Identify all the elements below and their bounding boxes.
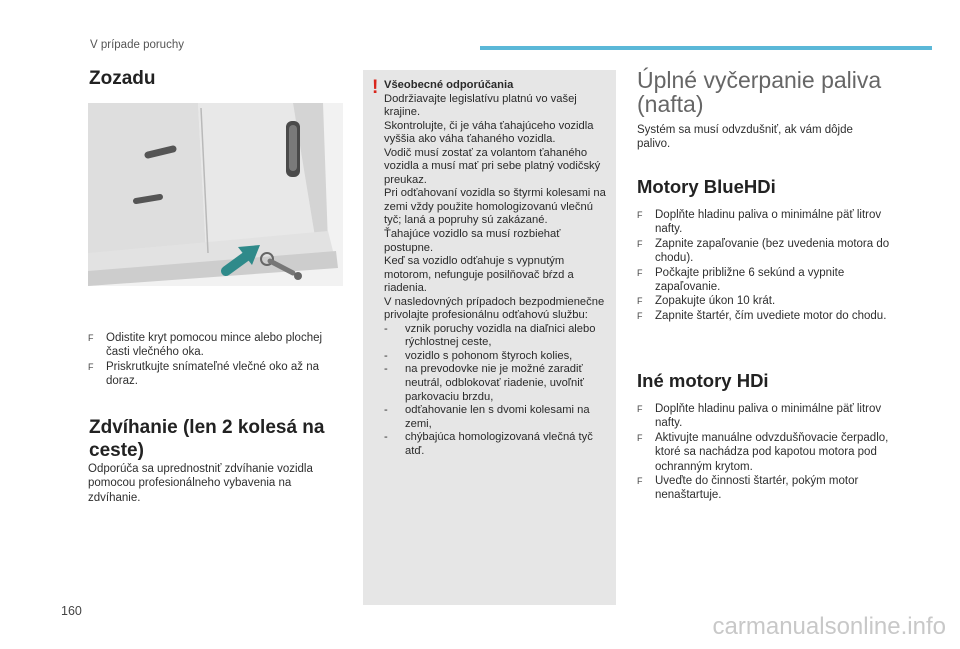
bullet-icon: F bbox=[637, 404, 643, 414]
section-label: V prípade poruchy bbox=[90, 39, 184, 51]
warning-icon: ! bbox=[372, 77, 379, 98]
warning-title: Všeobecné odporúčania bbox=[384, 79, 514, 91]
list-item: F Počkajte približne 6 sekúnd a vypnite zapaľovanie. bbox=[637, 266, 845, 294]
warning-paragraph: V nasledovných prípadoch bezpodmienečne privolajte profesionálnu odťahovú službu: bbox=[384, 295, 605, 322]
bullet-icon: F bbox=[637, 210, 643, 220]
bullet-icon: F bbox=[637, 432, 643, 443]
rear-steps-list bbox=[88, 331, 343, 389]
bluehdi-steps-list bbox=[637, 208, 899, 323]
bullet-icon: F bbox=[88, 361, 94, 372]
list-item: F Zapnite štartér, čím uvediete motor do chodu. bbox=[637, 309, 887, 322]
hdi-steps bbox=[637, 402, 899, 503]
bullet-icon: F bbox=[637, 238, 643, 249]
bullet-icon: F bbox=[88, 333, 94, 343]
list-item: - chýbajúca homologizovaná vlečná tyč atď. bbox=[384, 431, 593, 457]
list-item: F Odistite kryt pomocou mince alebo plochej časti vlečného oka. bbox=[88, 332, 323, 359]
bullet-icon: F bbox=[637, 267, 643, 278]
van-rear-drawing bbox=[88, 103, 343, 286]
bluehdi-steps bbox=[637, 208, 899, 323]
hdi-title: Iné motory HDi bbox=[637, 370, 769, 391]
list-item: - odťahovanie len s dvomi kolesami na zemi, bbox=[384, 404, 590, 430]
hdi-steps-list bbox=[637, 402, 899, 503]
list-item: F Zopakujte úkon 10 krát. bbox=[637, 295, 776, 308]
list-item: F Aktivujte manuálne odvzdušňovacie čerpadlo, ktoré sa nachádza pod kapotou motora pod ochranným krytom. bbox=[637, 431, 889, 473]
list-item: F Zapnite zapaľovanie (bez uvedenia motora do chodu). bbox=[637, 237, 890, 265]
watermark: carmanualsonline.info bbox=[712, 613, 946, 640]
fuel-title: Úplné vyčerpanie paliva (nafta) bbox=[637, 67, 882, 117]
rear-title: Zozadu bbox=[89, 68, 156, 89]
dash-marker: - bbox=[384, 363, 388, 376]
warning-paragraph: Skontrolujte, či je váha ťahajúceho vozidla vyššia ako váha ťahaného vozidla. bbox=[384, 119, 594, 146]
list-item: - vznik poruchy vozidla na diaľnici alebo rýchlostnej ceste, bbox=[384, 322, 596, 349]
warning-paragraph: Ťahajúce vozidlo sa musí rozbiehať postupne. bbox=[384, 228, 561, 254]
list-item: F Uveďte do činnosti štartér, pokým motor nenaštartuje. bbox=[637, 475, 859, 502]
page-number: 160 bbox=[61, 604, 82, 618]
rear-towing-illustration bbox=[88, 103, 343, 286]
fuel-intro: Systém sa musí odvzdušniť, ak vám dôjde palivo. bbox=[637, 124, 853, 151]
warning-paragraph: Dodržiavajte legislatívu platnú vo vašej krajine. bbox=[384, 92, 577, 119]
bullet-icon: F bbox=[637, 296, 643, 307]
list-item: F Doplňte hladinu paliva o minimálne päť litrov nafty. bbox=[637, 403, 882, 430]
dash-marker: - bbox=[384, 404, 388, 417]
dash-marker: - bbox=[384, 322, 388, 335]
bullet-icon: F bbox=[637, 310, 643, 321]
list-item: - vozidlo s pohonom štyroch kolies, bbox=[384, 349, 573, 362]
lift-title: Zdvíhanie (len 2 kolesá na ceste) bbox=[89, 417, 325, 461]
dash-marker: - bbox=[384, 349, 388, 362]
dash-marker: - bbox=[384, 431, 388, 444]
rear-steps bbox=[88, 331, 343, 389]
bluehdi-title: Motory BlueHDi bbox=[637, 176, 776, 197]
header-rule bbox=[480, 46, 932, 50]
list-item: - na prevodovke nie je možné zaradiť neutrál, odblokovať riadenie, uvoľniť parkovaciu brzdu, bbox=[384, 363, 584, 403]
warning-paragraph: Pri odťahovaní vozidla so štyrmi kolesami na zemi vždy použite homologizovanú vlečnú tyč; laná a popruhy sú zakázané. bbox=[384, 187, 606, 227]
warning-content bbox=[384, 79, 610, 458]
bullet-icon: F bbox=[637, 476, 643, 487]
warning-cases-list bbox=[384, 323, 610, 458]
warning-paragraph: Vodič musí zostať za volantom ťahaného vozidla a musí mať pri sebe platný vodičský preukaz. bbox=[384, 146, 601, 186]
lift-text: Odporúča sa uprednostniť zdvíhanie vozidla pomocou profesionálneho vybavenia na zdvíhanie. bbox=[88, 463, 313, 504]
list-item: F Priskrutkujte snímateľné vlečné oko až na doraz. bbox=[88, 360, 320, 388]
warning-paragraph: Keď sa vozidlo odťahuje s vypnutým motorom, nefunguje posilňovač bŕzd a riadenia. bbox=[384, 255, 574, 295]
list-item: F Doplňte hladinu paliva o minimálne päť litrov nafty. bbox=[637, 209, 882, 236]
